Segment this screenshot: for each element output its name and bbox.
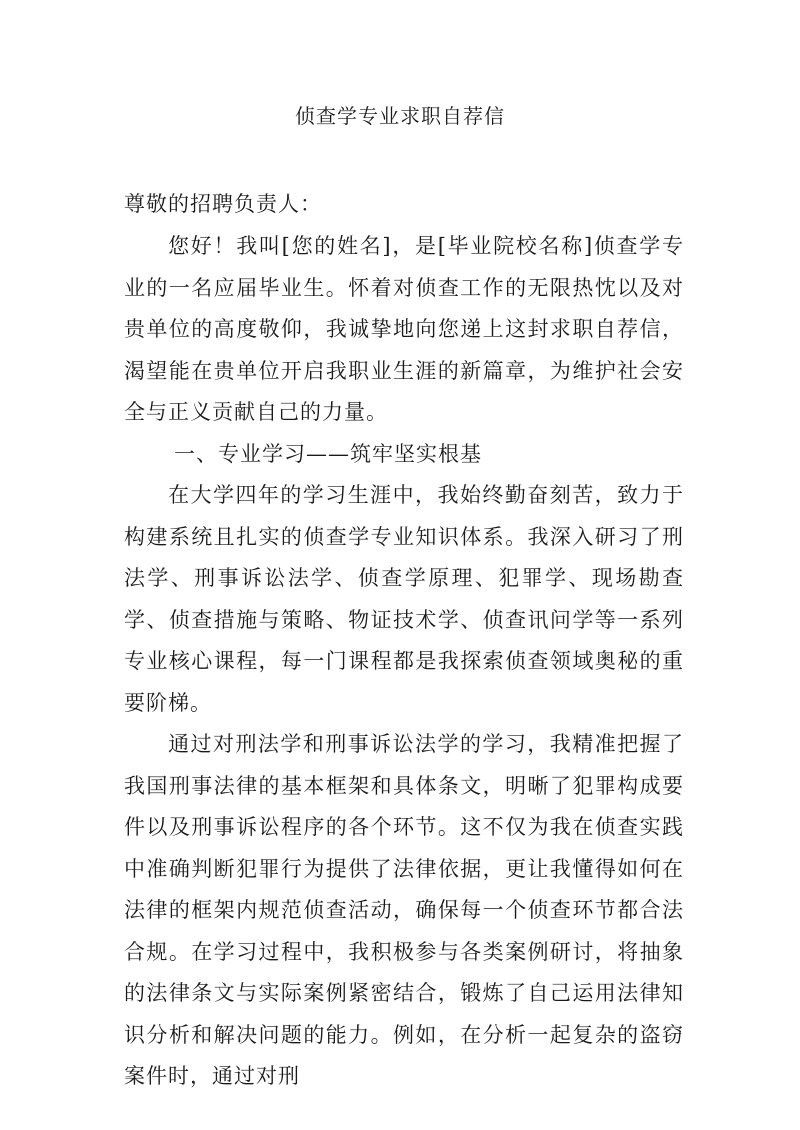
- section-heading: 一、专业学习——筑牢坚实根基: [174, 441, 482, 466]
- intro-paragraph: 您好！我叫[您的姓名]，是[毕业院校名称]侦查学专业的一名应届毕业生。怀着对侦查工作的无限热忱以及对贵单位的高度敬仰，我诚挚地向您递上这封求职自荐信，渴望能在贵单位开启我职业生涯的新篇章，为维护社会安全与正义贡献自己的力量。: [124, 234, 684, 424]
- salutation: 尊敬的招聘负责人：: [124, 192, 322, 216]
- study-paragraph-2: 通过对刑法学和刑事诉讼法学的学习，我精准把握了我国刑事法律的基本框架和具体条文，明晰了犯罪构成要件以及刑事诉讼程序的各个环节。这不仅为我在侦查实践中准确判断犯罪行为提供了法律依据，更让我懂得如何在法律的框架内规范侦查活动，确保每一个侦查环节都合法合规。在学习过程中，我积极参与各类案例研讨，将抽象的法律条文与实际案例紧密结合，锻炼了自己运用法律知识分析和解决问题的能力。例如，在分析一起复杂的盗窃案件时，通过对刑: [124, 732, 684, 1088]
- letter-body: [124, 226, 684, 1098]
- study-paragraph-1: 在大学四年的学习生涯中，我始终勤奋刻苦，致力于构建系统且扎实的侦查学专业知识体系。我深入研习了刑法学、刑事诉讼法学、侦查学原理、犯罪学、现场勘查学、侦查措施与策略、物证技术学、侦查讯问学等一系列专业核心课程，每一门课程都是我探索侦查领域奥秘的重要阶梯。: [124, 483, 684, 715]
- document-title: 侦查学专业求职自荐信: [295, 104, 505, 128]
